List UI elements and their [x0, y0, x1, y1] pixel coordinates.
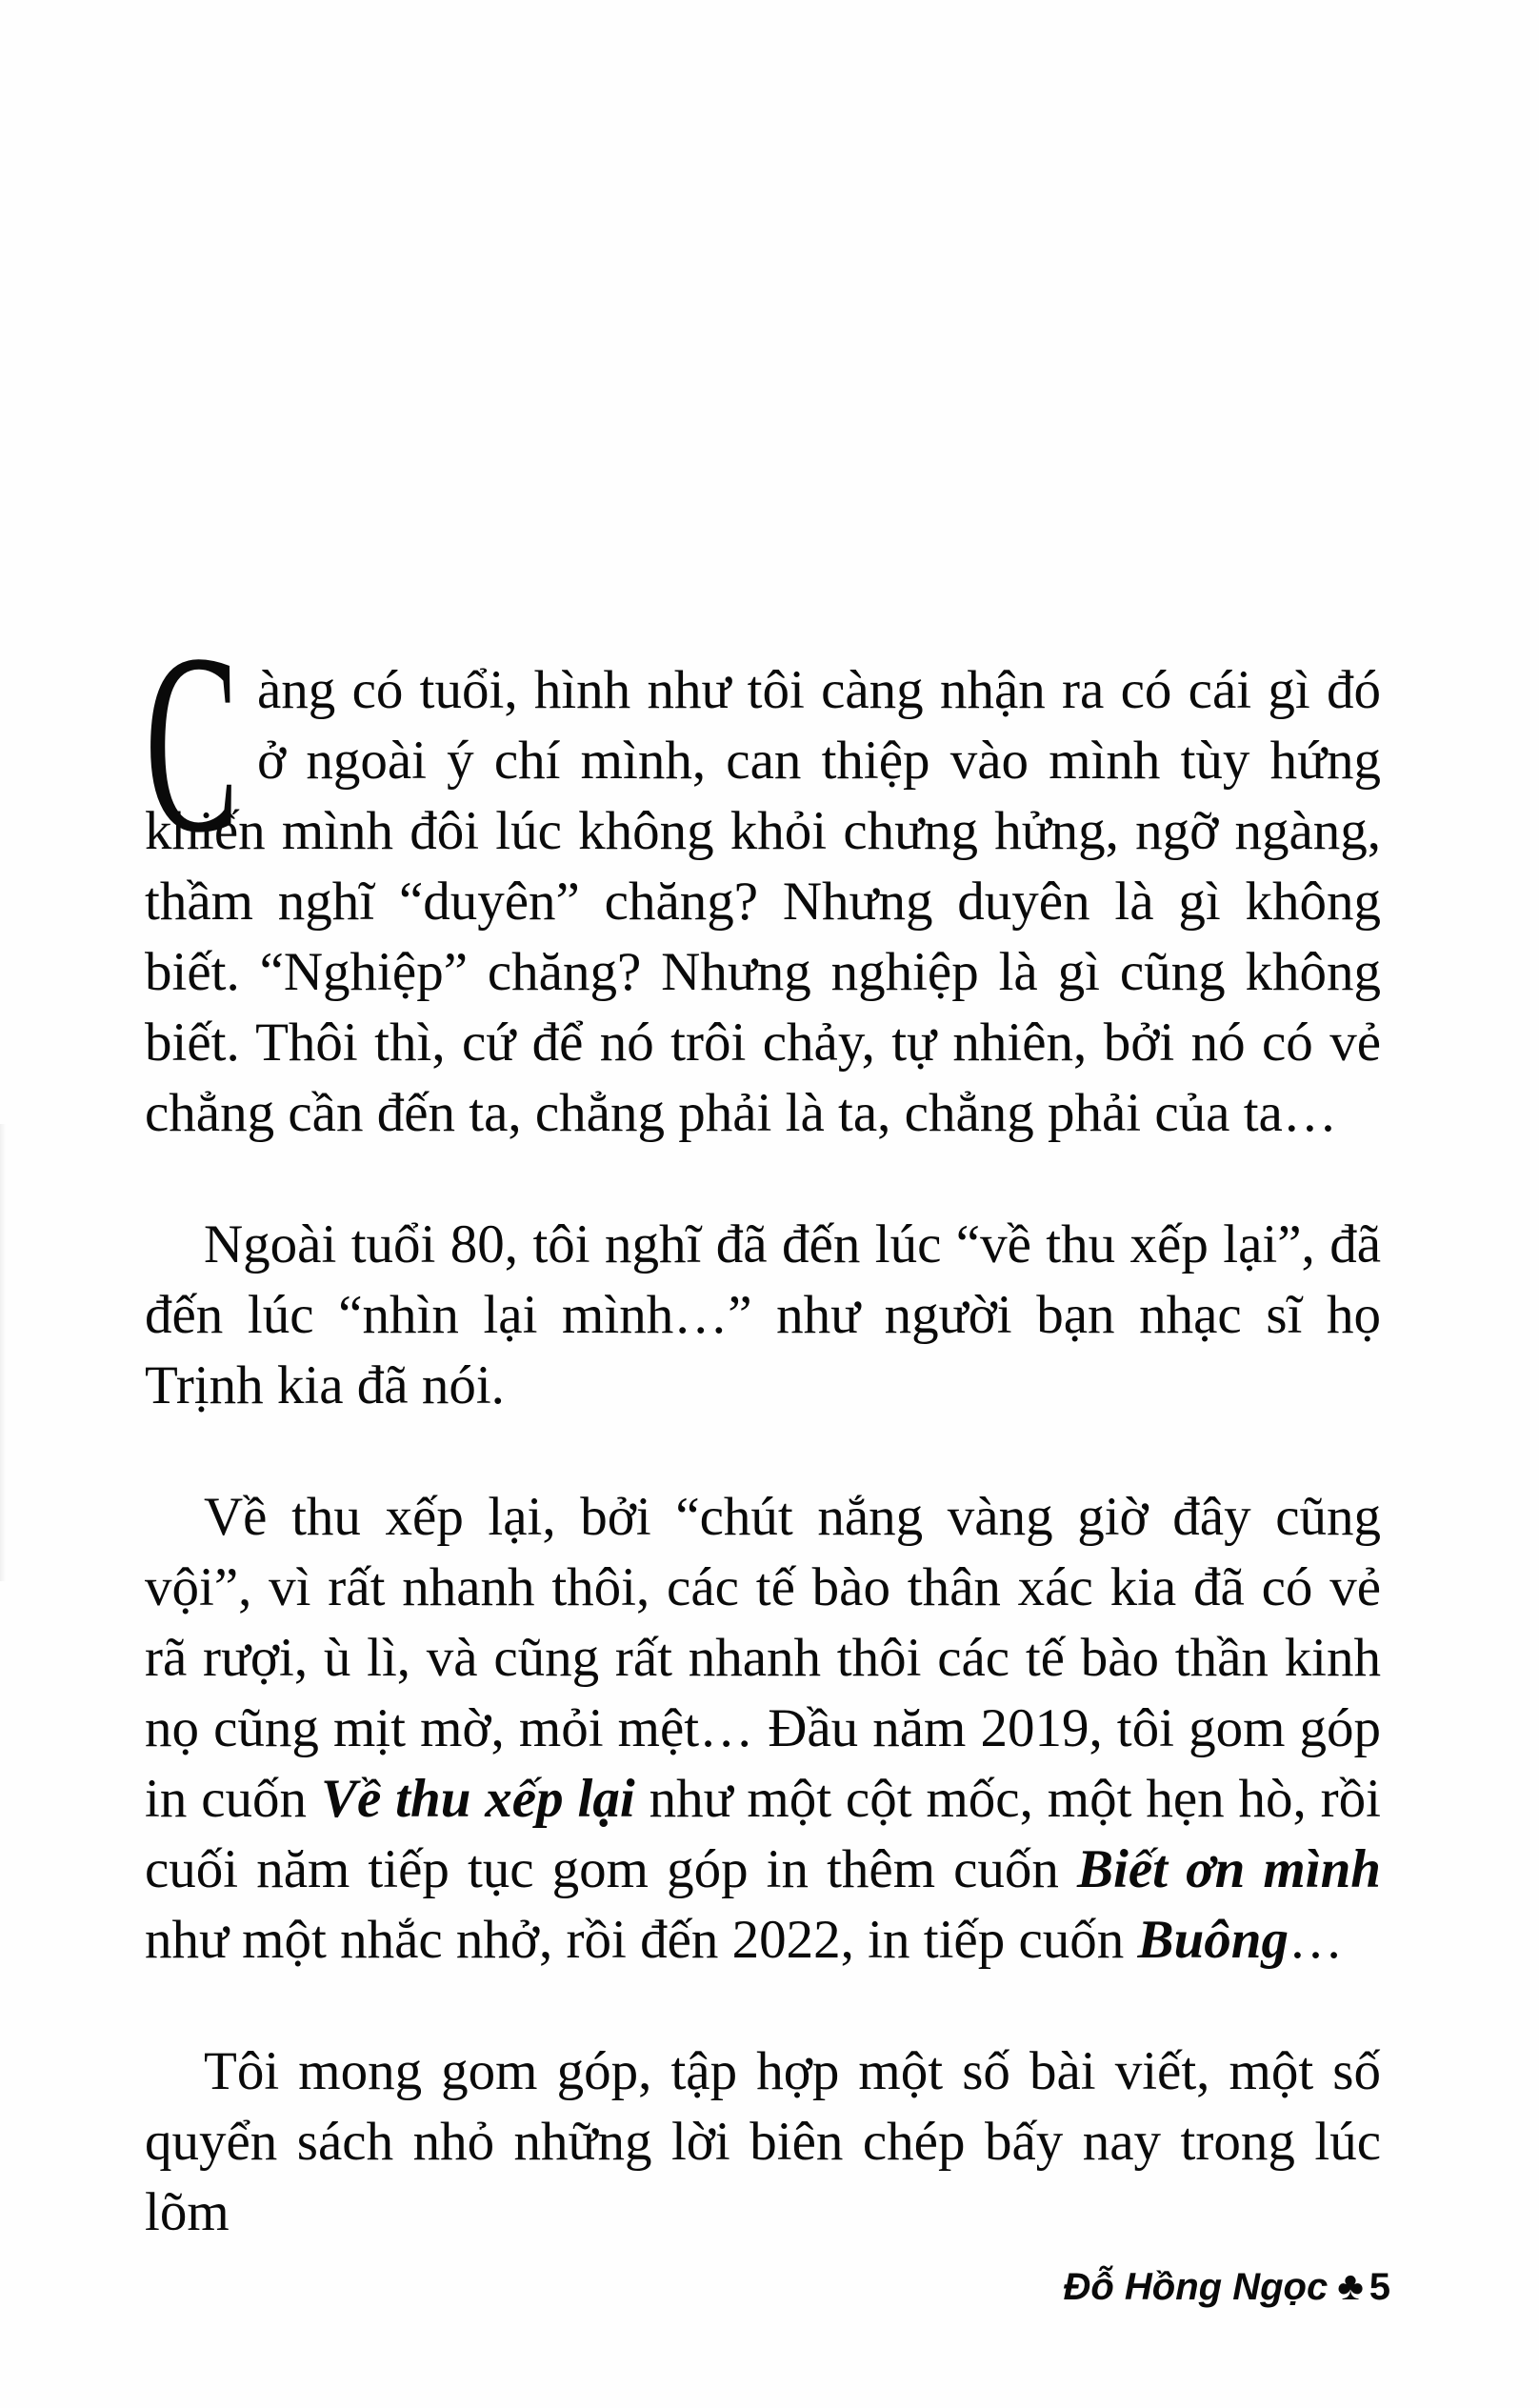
drop-cap	[145, 601, 244, 886]
book-title: Về thu xếp lại	[320, 1769, 635, 1829]
page-footer	[1063, 2263, 1390, 2310]
drop-cap-letter: C	[145, 601, 240, 886]
page-body-text	[145, 601, 1382, 2248]
author-name: Đỗ Hồng Ngọc	[1063, 2266, 1329, 2308]
scan-edge-shadow	[0, 1124, 6, 1581]
text-run: …	[1288, 1910, 1343, 1970]
club-suit-icon: ♣	[1337, 2263, 1364, 2308]
page-number: 5	[1369, 2266, 1390, 2308]
text-run: Tôi mong gom góp, tập hợp một số bài viết, một số quyển sách nhỏ những lời biên chép bấy nay trong lúc lõm	[145, 2041, 1381, 2242]
text-run: Về thu xếp lại, bởi “chút nắng vàng giờ đây cũng vội”, vì rất nhanh thôi, các tế bào thân xác kia đã có vẻ rã rượi, ù lì, và cũng rất nhanh thôi các tế bào thần kinh nọ cũng mịt mờ, mỏi mệt… Đầu năm 2019, tôi gom góp in cuốn	[145, 1487, 1381, 1829]
paragraph	[145, 1210, 1381, 1421]
text-run: như một nhắc nhở, rồi đến 2022, in tiếp cuốn	[145, 1910, 1138, 1970]
text-run: àng có tuổi, hình như tôi càng nhận ra có cái gì đó ở ngoài ý chí mình, can thiệp vào mình tùy hứng khiến mình đôi lúc không khỏi chưng hửng, ngỡ ngàng, thầm nghĩ “duyên” chăng? Nhưng duyên là gì không biết. “Nghiệp” chăng? Nhưng nghiệp là gì cũng không biết. Thôi thì, cứ để nó trôi chảy, tự nhiên, bởi nó có vẻ chẳng cần đến ta, chẳng phải là ta, chẳng phải của ta…	[145, 660, 1381, 1143]
text-run: Ngoài tuổi 80, tôi nghĩ đã đến lúc “về thu xếp lại”, đã đến lúc “nhìn lại mình…” như người bạn nhạc sĩ họ Trịnh kia đã nói.	[145, 1214, 1381, 1415]
paragraph	[145, 1482, 1381, 1976]
book-title: Biết ơn mình	[1077, 1839, 1382, 1899]
paragraph	[145, 601, 1381, 1149]
paragraph	[145, 2037, 1381, 2248]
book-title: Buông	[1137, 1910, 1289, 1970]
text-run: như một cột mốc, một hẹn hò, rồi cuối năm tiếp tục gom góp in thêm cuốn	[145, 1769, 1381, 1899]
